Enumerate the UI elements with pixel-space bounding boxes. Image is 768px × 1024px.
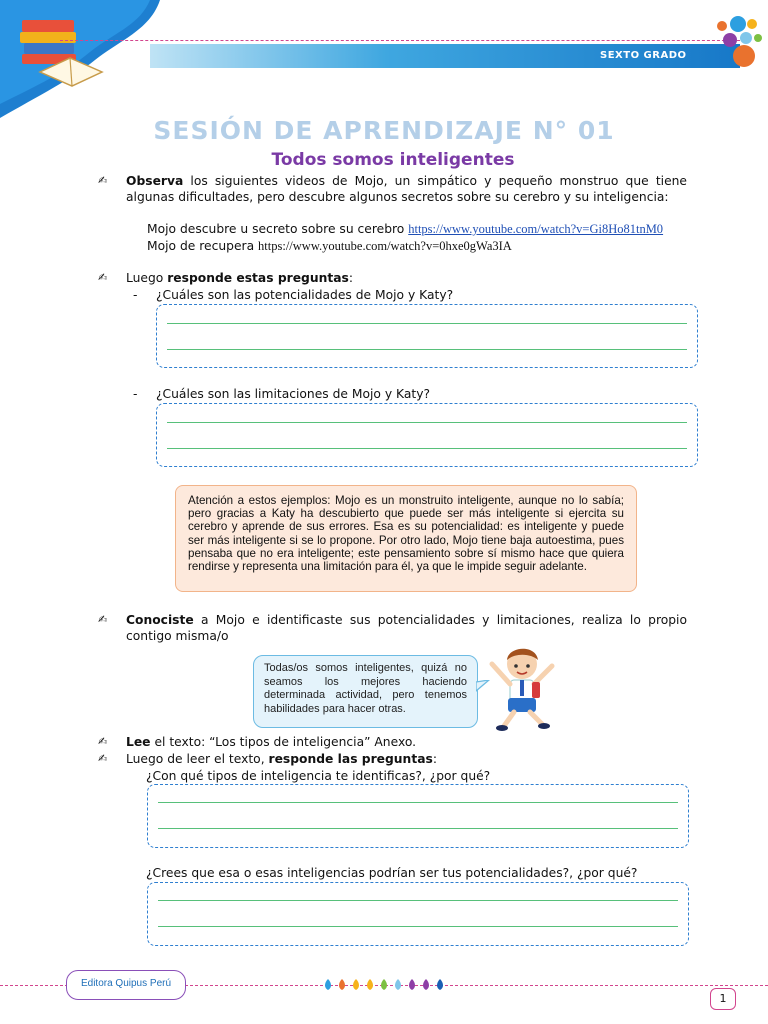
answer-line [158, 828, 678, 829]
video-2-label: Mojo de recupera [147, 239, 259, 253]
question-limitaciones: ¿Cuáles son las limitaciones de Mojo y Katy? [156, 387, 431, 401]
luego2-post: : [432, 752, 437, 766]
header-dashed-line [60, 40, 740, 41]
footer-drop [409, 979, 415, 990]
answer-line [158, 900, 678, 901]
writing-hand-icon: ✍ [98, 752, 108, 765]
answer-line [167, 448, 687, 449]
luego-instruction [126, 270, 353, 286]
video-1-link[interactable]: https://www.youtube.com/watch?v=Gi8Ho81tnM0 [408, 222, 664, 236]
video-item-1 [147, 221, 707, 237]
attention-callout: Atención a estos ejemplos: Mojo es un monstruito inteligente, aunque no lo sabía; pero gracias a Katy ha descubierto que puede ser más inteligente si ejercita su cerebro y aprende de sus errores. Esa es su potencialidad: es inteligente y puede ser más inteligente si se lo propone. Por otro lado, Mojo tiene baja autoestima, pues pensaba que no era inteligente; este pensamiento sobre sí mismo hace que quiera rendirse y representa una limitación para él, ya que le impide seguir adelante. [175, 485, 637, 592]
session-title: SESIÓN DE APRENDIZAJE N° 01 [153, 116, 615, 145]
question-tipos-inteligencia: ¿Con qué tipos de inteligencia te identificas?, ¿por qué? [146, 769, 491, 783]
decorative-dot [733, 45, 755, 67]
conociste-paragraph [126, 612, 687, 644]
video-2-url: https://www.youtube.com/watch?v=0hxe0gWa3IA [258, 239, 512, 253]
luego2-instruction [126, 751, 437, 767]
video-item-2 [147, 238, 707, 254]
luego2-bold: responde las preguntas [268, 752, 433, 766]
answer-box-tipos-inteligencia[interactable] [147, 784, 689, 848]
decorative-dot [717, 21, 727, 31]
grade-label: SEXTO GRADO [600, 50, 687, 61]
writing-hand-icon: ✍ [98, 271, 108, 284]
decorative-dot [747, 19, 757, 29]
footer-decorative-drops [322, 977, 446, 993]
lee-instruction [126, 734, 416, 750]
editora-badge: Editora Quipus Perú [66, 970, 186, 1000]
lee-bold: Lee [126, 735, 151, 749]
dash-bullet: - [133, 387, 138, 401]
decorative-dots [712, 14, 768, 72]
conociste-text: a Mojo e identificaste sus potencialidades y limitaciones, realiza lo propio contigo misma/o [126, 613, 687, 643]
decorative-dot [723, 33, 737, 47]
footer-drop [395, 979, 401, 990]
session-subtitle: Todos somos inteligentes [271, 150, 515, 170]
footer-drop [353, 979, 359, 990]
answer-line [167, 323, 687, 324]
answer-line [167, 349, 687, 350]
speech-bubble: Todas/os somos inteligentes, quizá no seamos los mejores haciendo determinada actividad, pero tenemos habilidades para hacer otras. [253, 655, 478, 728]
observa-paragraph [126, 173, 687, 205]
answer-line [158, 802, 678, 803]
decorative-dot [730, 16, 746, 32]
answer-box-potencialidades[interactable] [156, 304, 698, 368]
luego-pre: Luego [126, 271, 168, 285]
page-number: 1 [710, 988, 736, 1010]
dash-bullet: - [133, 288, 138, 302]
answer-line [158, 926, 678, 927]
footer-drop [381, 979, 387, 990]
footer-drop [339, 979, 345, 990]
video-1-label: Mojo descubre u secreto sobre su cerebro [147, 222, 409, 236]
jumping-boy-illustration [482, 640, 560, 732]
lee-text: el texto: “Los tipos de inteligencia” Anexo. [150, 735, 417, 749]
answer-line [167, 422, 687, 423]
writing-hand-icon: ✍ [98, 174, 108, 187]
luego-bold: responde estas preguntas [167, 271, 349, 285]
luego2-pre: Luego de leer el texto, [126, 752, 269, 766]
decorative-dot [754, 34, 762, 42]
conociste-bold: Conociste [126, 613, 194, 627]
answer-box-potencialidades-propias[interactable] [147, 882, 689, 946]
footer-drop [325, 979, 331, 990]
footer-drop [423, 979, 429, 990]
footer-drop [437, 979, 443, 990]
writing-hand-icon: ✍ [98, 613, 108, 626]
luego-post: : [348, 271, 353, 285]
corner-blob-books-illustration [0, 0, 160, 118]
question-potencialidades: ¿Cuáles son las potencialidades de Mojo y Katy? [156, 288, 454, 302]
question-potencialidades-propias: ¿Crees que esa o esas inteligencias podrían ser tus potencialidades?, ¿por qué? [146, 866, 638, 880]
observa-bold: Observa [126, 174, 184, 188]
decorative-dot [740, 32, 752, 44]
answer-box-limitaciones[interactable] [156, 403, 698, 467]
observa-text: los siguientes videos de Mojo, un simpático y pequeño monstruo que tiene algunas dificultades, pero descubre algunos secretos sobre su cerebro y su inteligencia: [126, 174, 687, 204]
writing-hand-icon: ✍ [98, 735, 108, 748]
footer-drop [367, 979, 373, 990]
